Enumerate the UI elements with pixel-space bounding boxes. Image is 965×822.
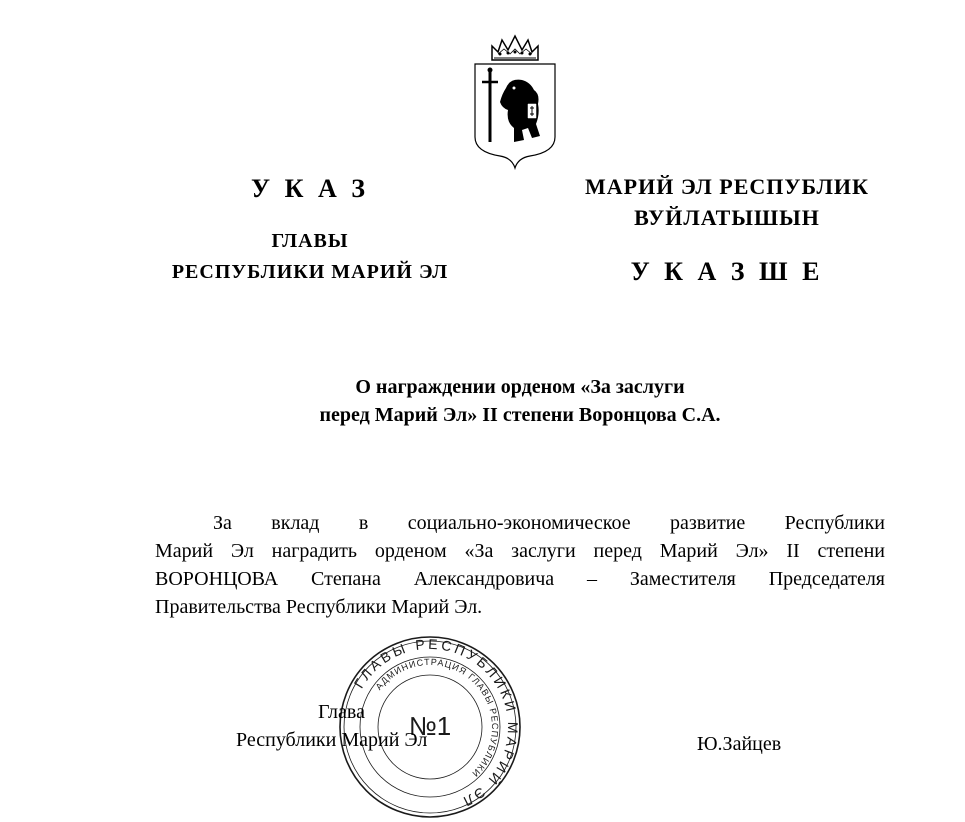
- header-ru-line2: РЕСПУБЛИКИ МАРИЙ ЭЛ: [171, 261, 449, 283]
- decree-subject-line1: О награждении орденом «За заслуги: [355, 376, 685, 398]
- crown-icon: [492, 36, 538, 60]
- coat-of-arms-emblem: [470, 32, 560, 172]
- seal-number: №1: [408, 711, 452, 741]
- header-ru-line1: ГЛАВЫ: [271, 230, 349, 252]
- header-mari-line2: ВУЙЛАТЫШЫН: [634, 205, 820, 230]
- signatory-position-line1: Глава: [318, 701, 365, 723]
- body-line-3: ВОРОНЦОВА Степана Александровича – Заместителя Председателя: [155, 568, 885, 590]
- decree-title-mari: У К А З Ш Е: [630, 257, 824, 286]
- decree-subject-line2: перед Марий Эл» II степени Воронцова С.А.: [319, 404, 721, 426]
- signatory-name: Ю.Зайцев: [697, 733, 782, 755]
- body-line-1: За вклад в социально-экономическое развитие Республики: [213, 512, 885, 534]
- header-mari-line1: МАРИЙ ЭЛ РЕСПУБЛИК: [585, 174, 869, 199]
- svg-text:ГЛАВЫ РЕСПУБЛИКИ МАРИЙ ЭЛ: [351, 636, 522, 811]
- seal-outer-text: ГЛАВЫ РЕСПУБЛИКИ МАРИЙ ЭЛ: [350, 635, 522, 811]
- body-line-4: Правительства Республики Марий Эл.: [155, 596, 483, 618]
- seal-inner-text: АДМИНИСТРАЦИЯ ГЛАВЫ РЕСПУБЛИКИ: [373, 656, 501, 780]
- official-seal-stamp: [335, 632, 525, 822]
- decree-title-ru: У К А З: [251, 174, 369, 203]
- body-line-2: Марий Эл наградить орденом «За заслуги перед Марий Эл» II степени: [155, 540, 885, 562]
- signatory-position-line2: Республики Марий Эл: [236, 729, 428, 751]
- svg-text:АДМИНИСТРАЦИЯ ГЛАВЫ РЕСПУБЛИКИ: [374, 657, 500, 779]
